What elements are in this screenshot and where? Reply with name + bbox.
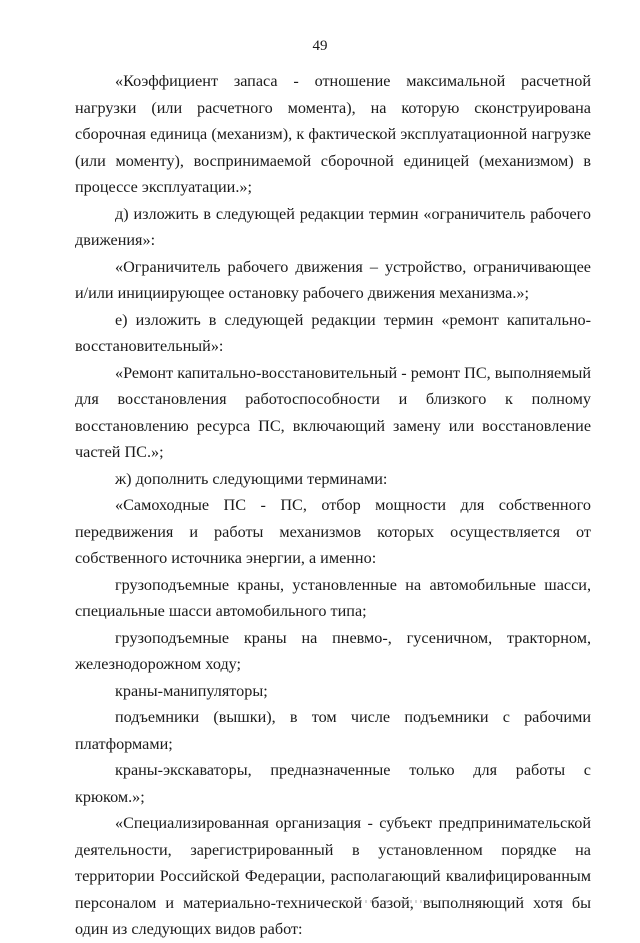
paragraph-item-zh: ж) дополнить следующими терминами: bbox=[115, 469, 388, 488]
list-item-manipulator-cranes: краны-манипуляторы; bbox=[115, 681, 268, 700]
list-item-excavator-cranes: краны-экскаваторы, предназначенные только для работы с крюком.»; bbox=[75, 761, 591, 806]
list-item-lifts: подъемники (вышки), в том числе подъемники с рабочими платформами; bbox=[75, 708, 591, 753]
paragraph-item-d: д) изложить в следующей редакции термин «ограничитель рабочего движения»: bbox=[75, 204, 591, 249]
paragraph-motion-limiter: «Ограничитель рабочего движения – устройство, ограничивающее и/или инициирующее остановку рабочего движения механизма.»; bbox=[75, 257, 591, 302]
document-body bbox=[75, 68, 591, 943]
paragraph-overhaul-repair: «Ремонт капитально-восстановительный - ремонт ПС, выполняемый для восстановления работоспособности и близкого к полному восстановлению ресурса ПС, включающий замену или восстановление частей ПС.»; bbox=[75, 363, 591, 461]
list-item-truck-cranes: грузоподъемные краны, установленные на автомобильные шасси, специальные шасси автомобильного типа; bbox=[75, 575, 591, 620]
list-item-tracked-cranes: грузоподъемные краны на пневмо-, гусеничном, тракторном, железнодорожном ходу; bbox=[75, 628, 591, 673]
page-number: 49 bbox=[312, 38, 328, 54]
paragraph-safety-factor: «Коэффициент запаса - отношение максимальной расчетной нагрузки (или расчетного момента), на которую сконструирована сборочная единица (механизм), к фактической эксплуатационной нагрузке (или моменту), воспринимаемой сборочной единицей (механизмом) в процессе эксплуатации.»; bbox=[75, 72, 591, 196]
paragraph-item-e: е) изложить в следующей редакции термин «ремонт капитально-восстановительный»: bbox=[75, 310, 591, 355]
paragraph-specialized-organization: «Специализированная организация - субъект предпринимательской деятельности, зарегистрированный в установленном порядке на территории Российской Федерации, располагающий квалифицированным персоналом и материально-технической базой, выполняющий хотя бы один из следующих видов работ: bbox=[75, 814, 591, 938]
scan-artifact bbox=[330, 900, 440, 903]
paragraph-self-propelled: «Самоходные ПС - ПС, отбор мощности для собственного передвижения и работы механизмов которых осуществляется от собственного источника энергии, а именно: bbox=[75, 496, 591, 567]
